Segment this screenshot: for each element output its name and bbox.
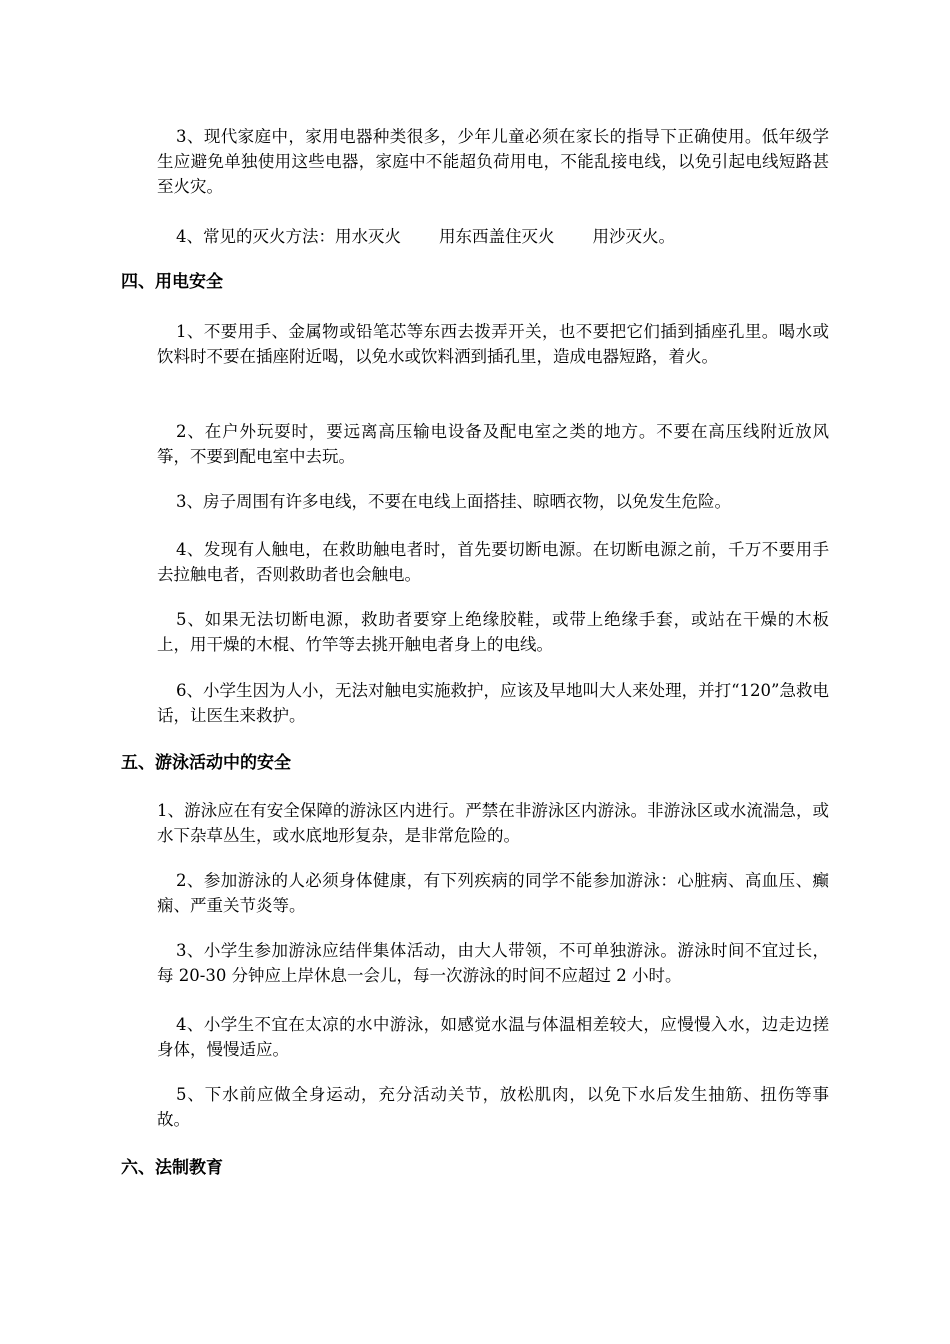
paragraph-electric-1: 1、不要用手、金属物或铅笔芯等东西去拨弄开关，也不要把它们插到插座孔里。喝水或饮料时不要在插座附近喝，以免水或饮料洒到插孔里，造成电器短路，着火。 [157,322,829,366]
paragraph-swimming-3: 3、小学生参加游泳应结伴集体活动，由大人带领，不可单独游泳。游泳时间不宜过长，每 20-30 分钟应上岸休息一会儿，每一次游泳的时间不应超过 2 小时。 [157,941,829,985]
paragraph-swimming-4: 4、小学生不宜在太凉的水中游泳，如感觉水温与体温相差较大，应慢慢入水，边走边搓身体，慢慢适应。 [157,1015,829,1059]
paragraph-swimming-1: 1、游泳应在有安全保障的游泳区内进行。严禁在非游泳区内游泳。非游泳区或水流湍急，或水下杂草丛生，或水底地形复杂，是非常危险的。 [157,801,829,845]
section-heading-swimming-safety: 五、游泳活动中的安全 [121,753,291,773]
paragraph-electric-4: 4、发现有人触电，在救助触电者时，首先要切断电源。在切断电源之前，千万不要用手去拉触电者，否则救助者也会触电。 [157,540,829,584]
paragraph-fire-methods [157,224,829,249]
paragraph-swimming-5: 5、下水前应做全身运动，充分活动关节，放松肌肉，以免下水后发生抽筋、扭伤等事故。 [157,1085,829,1129]
paragraph-electric-2: 2、在户外玩耍时，要远离高压输电设备及配电室之类的地方。不要在高压线附近放风筝，不要到配电室中去玩。 [157,422,829,466]
paragraph-appliance-use: 3、现代家庭中，家用电器种类很多，少年儿童必须在家长的指导下正确使用。低年级学生应避免单独使用这些电器，家庭中不能超负荷用电，不能乱接电线，以免引起电线短路甚至火灾。 [157,127,829,196]
section-heading-electric-safety: 四、用电安全 [121,272,223,292]
fire-method-water: 用水灭火 [335,227,401,246]
fire-method-sand: 用沙灭火。 [592,227,675,246]
fire-method-cover: 用东西盖住灭火 [439,227,555,246]
fire-methods-prefix: 4、常见的灭火方法： [176,227,335,246]
paragraph-electric-6: 6、小学生因为人小，无法对触电实施救护，应该及早地叫大人来处理，并打“120”急救电话，让医生来救护。 [157,681,829,725]
section-heading-legal-education: 六、法制教育 [121,1158,223,1178]
paragraph-swimming-2: 2、参加游泳的人必须身体健康，有下列疾病的同学不能参加游泳：心脏病、高血压、癫痫、严重关节炎等。 [157,871,829,915]
paragraph-electric-5: 5、如果无法切断电源，救助者要穿上绝缘胶鞋，或带上绝缘手套，或站在干燥的木板上，用干燥的木棍、竹竿等去挑开触电者身上的电线。 [157,610,829,654]
paragraph-electric-3: 3、房子周围有许多电线，不要在电线上面搭挂、晾晒衣物，以免发生危险。 [176,492,731,511]
